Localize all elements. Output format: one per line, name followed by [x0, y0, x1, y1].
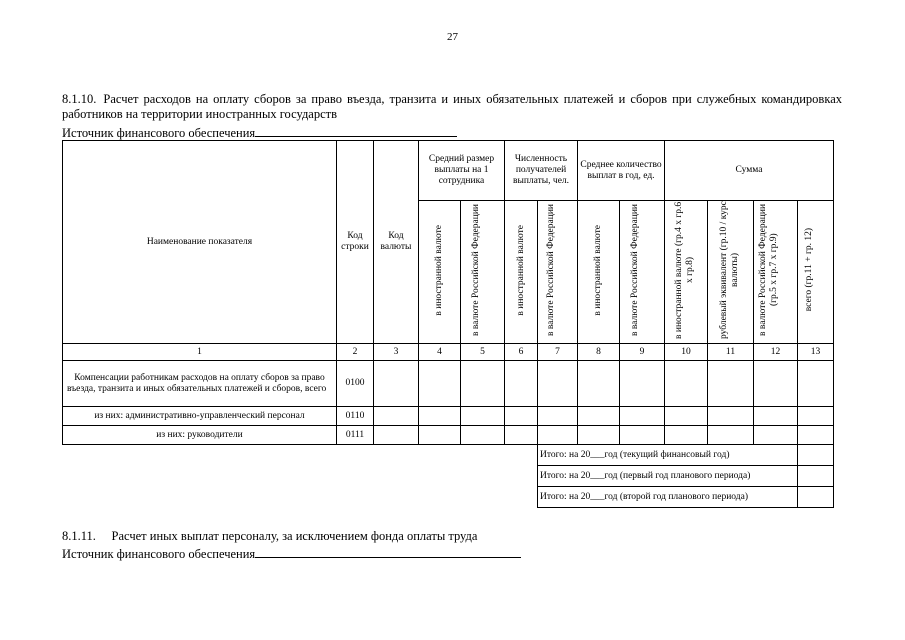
col-number: 6	[505, 344, 538, 361]
table-cell[interactable]	[754, 426, 798, 445]
table-cell[interactable]	[419, 426, 461, 445]
row-label: из них: административно-управленческий персонал	[63, 407, 337, 426]
section-8-1-10-title: Расчет расходов на оплату сборов за право въезда, транзита и иных обязательных платежей и сборов при служебных командировках работников на территории иностранных государств	[62, 92, 843, 121]
header-code-currency: Код валюты	[374, 141, 419, 344]
total-row	[63, 487, 834, 508]
header-col6: в иностранной валюте	[505, 201, 538, 344]
col-number: 13	[798, 344, 834, 361]
table-cell[interactable]	[461, 361, 505, 407]
table-cell[interactable]	[798, 407, 834, 426]
source-blank-line[interactable]	[255, 545, 521, 558]
table-cell[interactable]	[578, 426, 620, 445]
table-cell[interactable]	[538, 426, 578, 445]
table-cell[interactable]	[461, 426, 505, 445]
header-name: Наименование показателя	[63, 141, 337, 344]
page-number: 27	[447, 31, 458, 43]
table-row	[63, 426, 834, 445]
table-cell[interactable]	[754, 361, 798, 407]
row-label: Компенсации работникам расходов на оплату сборов за право въезда, транзита и иных обязательных платежей и сборов, всего	[63, 361, 337, 407]
header-col10: в иностранной валюте (гр.4 х гр.6 х гр.8)	[665, 201, 708, 344]
header-col8: в иностранной валюте	[578, 201, 620, 344]
col-number: 7	[538, 344, 578, 361]
total-cell[interactable]	[798, 487, 834, 508]
table-cell[interactable]	[538, 407, 578, 426]
total-cell[interactable]	[798, 466, 834, 487]
header-col7: в валюте Российской Федерации	[538, 201, 578, 344]
expenses-table	[62, 140, 834, 508]
section-8-1-10-heading	[62, 92, 842, 122]
row-code: 0111	[337, 426, 374, 445]
source-line-8-1-11	[62, 545, 521, 562]
table-cell[interactable]	[665, 407, 708, 426]
section-8-1-11-number: 8.1.11.	[62, 529, 96, 543]
table-cell[interactable]	[461, 407, 505, 426]
table-cell[interactable]	[708, 426, 754, 445]
table-cell[interactable]	[374, 426, 419, 445]
col-number: 10	[665, 344, 708, 361]
table-cell[interactable]	[419, 361, 461, 407]
table-row	[63, 407, 834, 426]
row-code: 0100	[337, 361, 374, 407]
total-row	[63, 445, 834, 466]
table-cell[interactable]	[620, 361, 665, 407]
col-number: 11	[708, 344, 754, 361]
total-label-first-plan: Итого: на 20___год (первый год планового периода)	[538, 466, 798, 487]
table-cell[interactable]	[538, 361, 578, 407]
table-cell[interactable]	[578, 361, 620, 407]
source-label: Источник финансового обеспечения	[62, 126, 256, 140]
col-number: 1	[63, 344, 337, 361]
table-cell[interactable]	[578, 407, 620, 426]
table-row	[63, 361, 834, 407]
table-cell[interactable]	[798, 426, 834, 445]
header-col9: в валюте Российской Федерации	[620, 201, 665, 344]
table-cell[interactable]	[419, 407, 461, 426]
section-8-1-11-title: Расчет иных выплат персоналу, за исключением фонда оплаты труда	[111, 529, 478, 543]
section-8-1-10-number: 8.1.10.	[62, 92, 97, 106]
total-row	[63, 466, 834, 487]
table-cell[interactable]	[754, 407, 798, 426]
table-cell[interactable]	[708, 361, 754, 407]
table-cell[interactable]	[505, 361, 538, 407]
header-col12: в валюте Российской Федерации (гр.5 х гр.7 х гр.9)	[754, 201, 798, 344]
header-col5: в валюте Российской Федерации	[461, 201, 505, 344]
table-cell[interactable]	[665, 426, 708, 445]
section-8-1-11-heading	[62, 529, 477, 544]
header-col11: рублевый эквивалент (гр.10 / курс валюты)	[708, 201, 754, 344]
col-number: 4	[419, 344, 461, 361]
col-number: 3	[374, 344, 419, 361]
header-code-row: Код строки	[337, 141, 374, 344]
table-cell[interactable]	[374, 407, 419, 426]
source-label: Источник финансового обеспечения	[62, 547, 256, 561]
header-col13: всего (гр.11 + гр. 12)	[798, 201, 834, 344]
row-code: 0110	[337, 407, 374, 426]
source-line-8-1-10	[62, 124, 457, 141]
col-number: 2	[337, 344, 374, 361]
table-cell[interactable]	[374, 361, 419, 407]
col-number: 5	[461, 344, 505, 361]
col-number: 12	[754, 344, 798, 361]
source-blank-line[interactable]	[255, 124, 457, 137]
total-label-current: Итого: на 20___год (текущий финансовый год)	[538, 445, 798, 466]
header-sum: Сумма	[665, 141, 834, 201]
col-number: 8	[578, 344, 620, 361]
table-cell[interactable]	[620, 407, 665, 426]
table-cell[interactable]	[505, 407, 538, 426]
table-cell[interactable]	[620, 426, 665, 445]
col-number: 9	[620, 344, 665, 361]
header-avg-payment: Средний размер выплаты на 1 сотрудника	[419, 141, 505, 201]
total-cell[interactable]	[798, 445, 834, 466]
header-recipients: Численность получателей выплаты, чел.	[505, 141, 578, 201]
table-cell[interactable]	[505, 426, 538, 445]
table-cell[interactable]	[665, 361, 708, 407]
header-avg-count: Среднее количество выплат в год, ед.	[578, 141, 665, 201]
table-cell[interactable]	[708, 407, 754, 426]
total-label-second-plan: Итого: на 20___год (второй год планового периода)	[538, 487, 798, 508]
table-cell[interactable]	[798, 361, 834, 407]
row-label: из них: руководители	[63, 426, 337, 445]
header-col4: в иностранной валюте	[419, 201, 461, 344]
